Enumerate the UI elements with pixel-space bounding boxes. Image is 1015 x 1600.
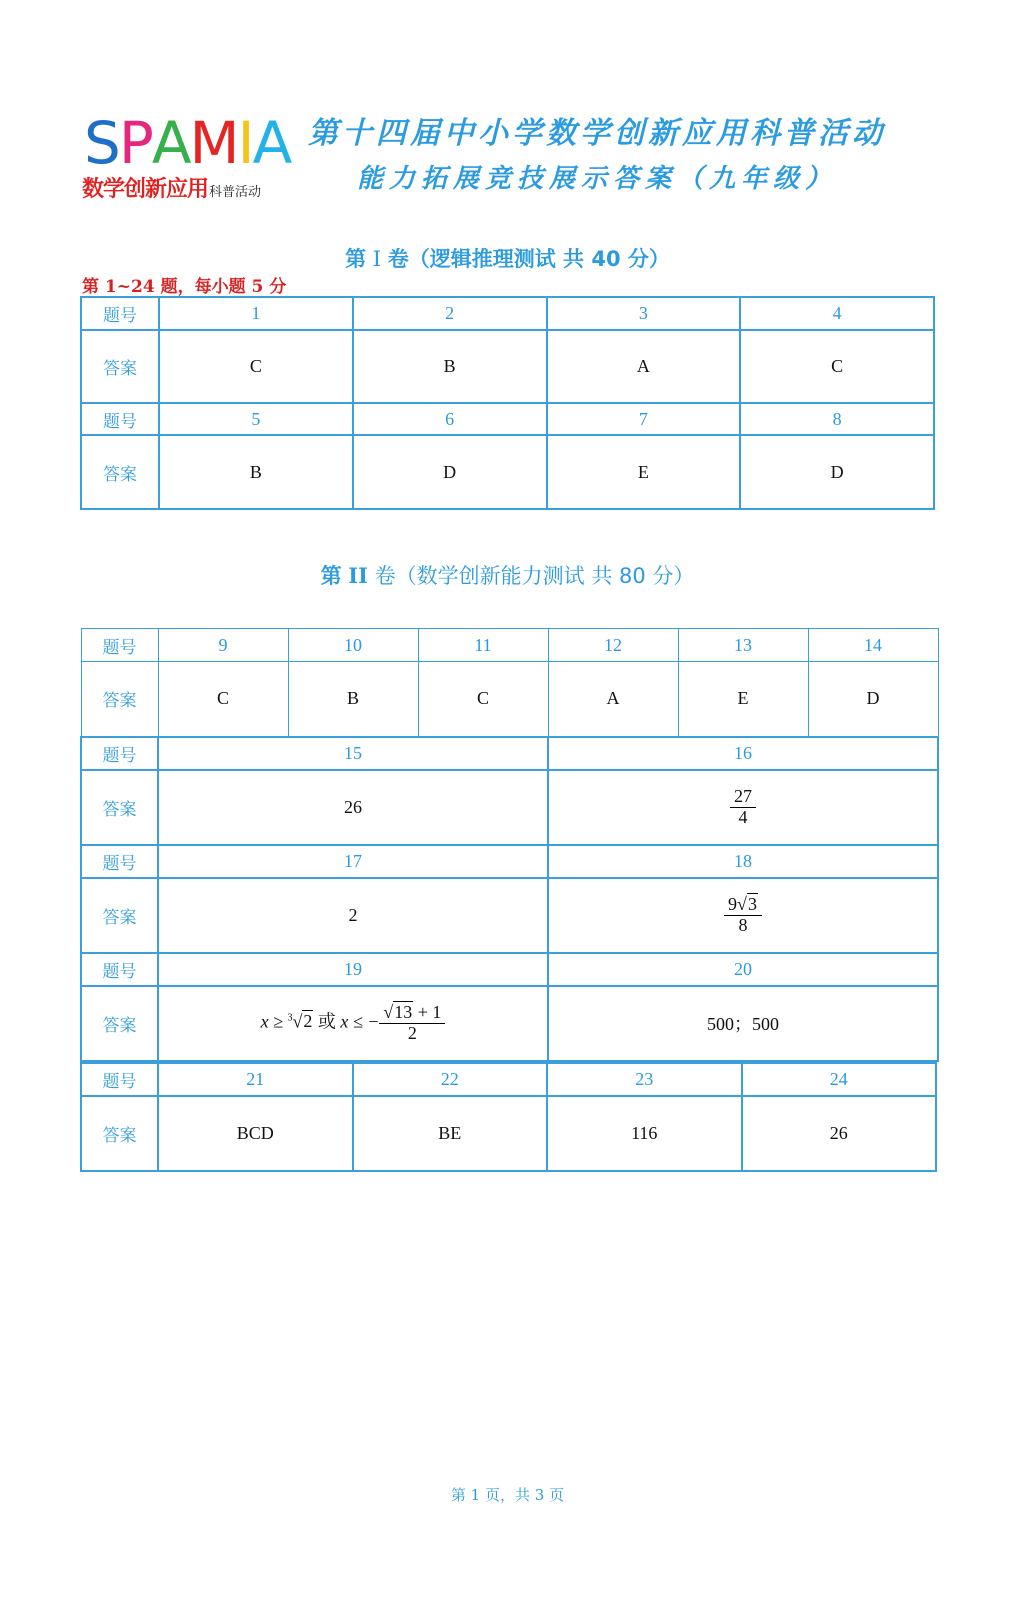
page-footer: 第 1 页，共 3 页 bbox=[450, 1486, 565, 1504]
root-radicand: 2 bbox=[303, 1011, 313, 1032]
answer-cell: 116 bbox=[547, 1096, 742, 1171]
label-question-number: 题号 bbox=[81, 953, 158, 986]
table-row bbox=[81, 297, 934, 330]
numerator: 9√3 bbox=[724, 895, 762, 916]
label-question-number: 题号 bbox=[81, 297, 159, 330]
logo-letter: A bbox=[151, 109, 190, 177]
answer-cell-fraction bbox=[548, 878, 938, 953]
answer-cell: BE bbox=[353, 1096, 548, 1171]
table-row bbox=[81, 1096, 936, 1171]
label-answer: 答案 bbox=[81, 770, 158, 845]
part2-title-prefix: 第 bbox=[320, 564, 342, 588]
answer-cell: 26 bbox=[158, 770, 548, 845]
root-index: 3 bbox=[287, 1012, 293, 1024]
answer-cell: E bbox=[678, 662, 808, 737]
answer-cell: BCD bbox=[158, 1096, 353, 1171]
denominator: 4 bbox=[738, 806, 748, 827]
logo-letter: S bbox=[84, 109, 119, 177]
label-question-number: 题号 bbox=[81, 629, 158, 662]
answer-cell: A bbox=[547, 330, 741, 403]
table-row bbox=[81, 662, 938, 737]
question-number: 1 bbox=[159, 297, 353, 330]
answer-cell: D bbox=[808, 662, 938, 737]
denominator: 8 bbox=[738, 914, 748, 935]
question-number: 22 bbox=[353, 1063, 548, 1096]
part1-title-prefix: 第 bbox=[345, 247, 367, 271]
table-row bbox=[81, 403, 934, 435]
answer-cell: C bbox=[158, 662, 288, 737]
document-header bbox=[82, 109, 942, 202]
label-answer: 答案 bbox=[81, 435, 159, 509]
answer-cell: B bbox=[288, 662, 418, 737]
table-row bbox=[81, 845, 938, 878]
table-row bbox=[81, 737, 938, 770]
answer-cell: C bbox=[159, 330, 353, 403]
radicand: 3 bbox=[747, 893, 757, 914]
label-question-number: 题号 bbox=[81, 1063, 158, 1096]
table-row bbox=[81, 629, 938, 662]
table-row bbox=[81, 986, 938, 1061]
question-number: 9 bbox=[158, 629, 288, 662]
numerator: 27 bbox=[730, 787, 756, 808]
table-row bbox=[81, 1063, 936, 1096]
question-number: 7 bbox=[547, 403, 741, 435]
part2-answer-table bbox=[80, 628, 939, 1062]
numerator-tail: + 1 bbox=[413, 1001, 442, 1022]
question-number: 19 bbox=[158, 953, 548, 986]
table-row bbox=[81, 770, 938, 845]
question-number: 2 bbox=[353, 297, 547, 330]
fraction bbox=[379, 1003, 445, 1044]
title-line-2: 能力拓展竞技展示答案（九年级） bbox=[356, 164, 837, 194]
question-number: 20 bbox=[548, 953, 938, 986]
answer-cell: 26 bbox=[742, 1096, 937, 1171]
part1-answer-table bbox=[80, 296, 935, 510]
connector: 或 bbox=[313, 1011, 341, 1032]
logo-letter: A bbox=[252, 109, 291, 177]
table-row bbox=[81, 435, 934, 509]
label-answer: 答案 bbox=[81, 986, 158, 1061]
answer-cell: 2 bbox=[158, 878, 548, 953]
logo-subtitle bbox=[82, 172, 261, 203]
title-line-1: 第十四届中小学数学创新应用科普活动 bbox=[308, 116, 886, 151]
answer-cell-fraction bbox=[548, 770, 938, 845]
scoring-note: 第 1~24 题，每小题 5 分 bbox=[82, 277, 287, 297]
question-number: 18 bbox=[548, 845, 938, 878]
answer-cell: C bbox=[740, 330, 934, 403]
part2-title-suffix: 卷（数学创新能力测试 共 80 分） bbox=[374, 564, 695, 588]
document-title bbox=[297, 112, 897, 202]
label-answer: 答案 bbox=[81, 1096, 158, 1171]
table-row bbox=[81, 953, 938, 986]
logo-subtitle-main: 数学创新应用 bbox=[82, 177, 209, 202]
logo-letter: M bbox=[189, 109, 238, 177]
answer-cell: B bbox=[353, 330, 547, 403]
question-number: 24 bbox=[742, 1063, 937, 1096]
question-number: 6 bbox=[353, 403, 547, 435]
question-number: 15 bbox=[158, 737, 548, 770]
question-number: 14 bbox=[808, 629, 938, 662]
denominator: 2 bbox=[407, 1022, 417, 1043]
question-number: 5 bbox=[159, 403, 353, 435]
question-number: 23 bbox=[547, 1063, 742, 1096]
table-row bbox=[81, 330, 934, 403]
question-number: 8 bbox=[740, 403, 934, 435]
spamia-logo bbox=[82, 109, 292, 202]
part1-title bbox=[0, 243, 1015, 273]
question-number: 4 bbox=[740, 297, 934, 330]
coefficient: 9 bbox=[728, 893, 738, 914]
inequality-part-1: x ≥ bbox=[260, 1011, 288, 1032]
fraction bbox=[730, 787, 756, 828]
logo-subtitle-small: 科普活动 bbox=[209, 185, 262, 200]
label-answer: 答案 bbox=[81, 878, 158, 953]
question-number: 12 bbox=[548, 629, 678, 662]
label-question-number: 题号 bbox=[81, 845, 158, 878]
logo-wordmark bbox=[84, 109, 291, 177]
answer-cell: C bbox=[418, 662, 548, 737]
question-number: 3 bbox=[547, 297, 741, 330]
answer-cell: D bbox=[740, 435, 934, 509]
answer-cell: A bbox=[548, 662, 678, 737]
question-number: 13 bbox=[678, 629, 808, 662]
question-number: 21 bbox=[158, 1063, 353, 1096]
answer-cell: E bbox=[547, 435, 741, 509]
answer-cell: 500；500 bbox=[548, 986, 938, 1061]
inequality-part-2: x ≤ − bbox=[340, 1011, 380, 1032]
label-question-number: 题号 bbox=[81, 737, 158, 770]
part2-title-roman: II bbox=[348, 563, 368, 588]
part1-title-roman: I bbox=[372, 247, 382, 271]
answer-cell: D bbox=[353, 435, 547, 509]
logo-letter: I bbox=[237, 109, 253, 177]
label-question-number: 题号 bbox=[81, 403, 159, 435]
numerator: √13 + 1 bbox=[379, 1003, 445, 1024]
radicand: 13 bbox=[394, 1001, 413, 1022]
answer-cell-inequality: x ≥ $^3$√2 或 x ≤ − $\frac{√13 + 1}{2}$ bbox=[158, 986, 548, 1061]
label-answer: 答案 bbox=[81, 330, 159, 403]
question-number: 10 bbox=[288, 629, 418, 662]
label-answer: 答案 bbox=[81, 662, 158, 737]
table-row bbox=[81, 878, 938, 953]
answer-cell: B bbox=[159, 435, 353, 509]
part2-title bbox=[0, 560, 1015, 590]
question-number: 16 bbox=[548, 737, 938, 770]
part2-answer-table-last bbox=[80, 1062, 937, 1172]
fraction bbox=[724, 895, 762, 936]
part1-title-juan: 卷（逻辑推理测试 共 40 分） bbox=[387, 247, 670, 271]
question-number: 17 bbox=[158, 845, 548, 878]
question-number: 11 bbox=[418, 629, 548, 662]
logo-letter: P bbox=[118, 109, 152, 177]
